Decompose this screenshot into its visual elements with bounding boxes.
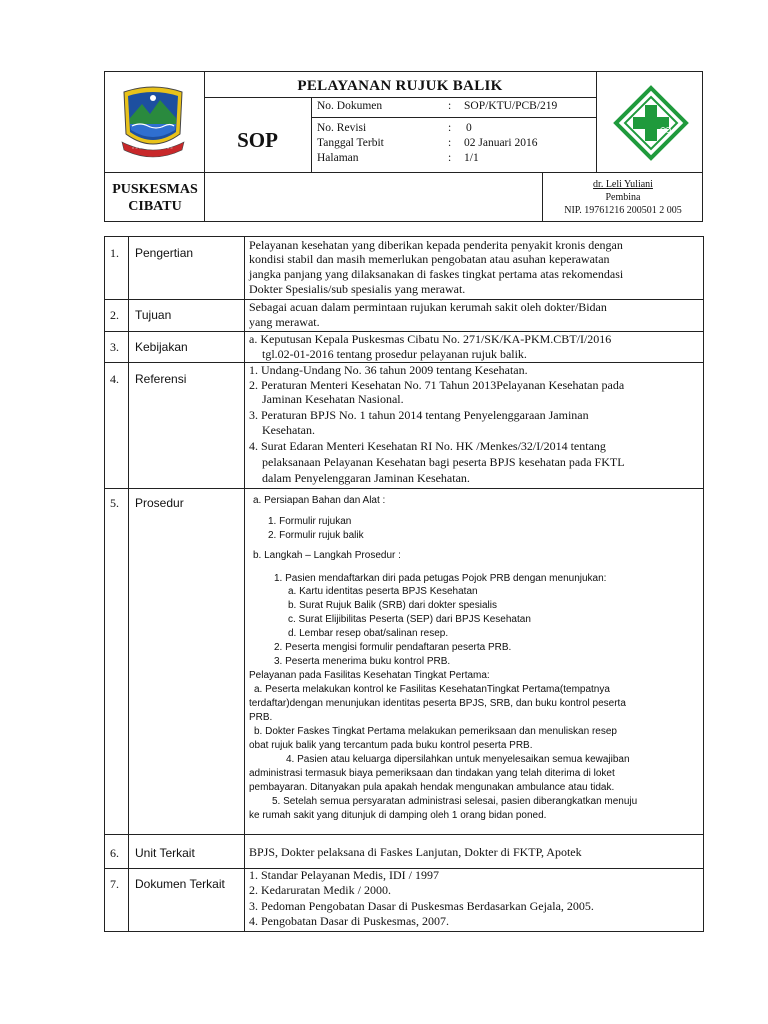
procedure-paragraph: ke rumah sakit yang ditunjuk di damping oleh 1 orang bidan poned. bbox=[249, 810, 547, 821]
policy-line: tgl.02-01-2016 tentang prosedur pelayanan rujuk balik. bbox=[262, 347, 527, 361]
org-name-line1: PUSKESMAS bbox=[112, 182, 198, 197]
related-document-item: 1. Standar Pelayanan Medis, IDI / 1997 bbox=[249, 868, 439, 882]
procedure-subheading: Pelayanan pada Fasilitas Kesehatan Tingkat Pertama: bbox=[249, 670, 490, 681]
related-unit-text: BPJS, Dokter pelaksana di Faskes Lanjutan, Dokter di FKTP, Apotek bbox=[249, 845, 582, 859]
meta-label-document-no: No. Dokumen bbox=[317, 100, 383, 112]
header-divider-sop bbox=[311, 97, 312, 173]
meta-sep: : bbox=[448, 137, 452, 149]
procedure-paragraph: PRB. bbox=[249, 712, 273, 723]
definition-line: jangka panjang yang dilaksanakan di faskes tingkat pertama atas rekomendasi bbox=[249, 267, 624, 281]
header-title-underline bbox=[204, 97, 596, 98]
row-label-related-documents: Dokumen Terkait bbox=[135, 877, 225, 891]
row-number: 6. bbox=[110, 846, 119, 860]
procedure-substep: a. Kartu identitas peserta BPJS Kesehatan bbox=[288, 586, 478, 597]
procedure-substep: d. Lembar resep obat/salinan resep. bbox=[288, 628, 449, 639]
reference-item-cont: Kesehatan. bbox=[262, 423, 315, 437]
table-row-divider bbox=[104, 488, 704, 489]
meta-sep: : bbox=[448, 152, 452, 164]
procedure-paragraph: obat rujuk balik yang tercantum pada buku kontrol peserta PRB. bbox=[249, 740, 533, 751]
reference-item: 1. Undang-Undang No. 36 tahun 2009 tentang Kesehatan. bbox=[249, 363, 528, 377]
row-number: 5. bbox=[110, 496, 119, 510]
procedure-paragraph: 5. Setelah semua persyaratan administrasi selesai, pasien diberangkatkan menuju bbox=[272, 796, 638, 807]
procedure-substep: b. Surat Rujuk Balik (SRB) dari dokter spesialis bbox=[288, 600, 497, 611]
reference-item: 2. Peraturan Menteri Kesehatan No. 71 Tahun 2013Pelayanan Kesehatan pada bbox=[249, 378, 625, 392]
reference-item: 3. Peraturan BPJS No. 1 tahun 2014 tentang Penyelenggaraan Jaminan bbox=[249, 408, 589, 422]
row-number: 4. bbox=[110, 372, 119, 386]
signer-nip: NIP. 19761216 200501 2 005 bbox=[564, 205, 682, 216]
procedure-step: 1. Formulir rujukan bbox=[268, 516, 352, 527]
table-row-divider bbox=[104, 834, 704, 835]
procedure-paragraph: terdaftar)dengan menunjukan identitas peserta BPJS, SRB, dan buku kontrol peserta bbox=[249, 698, 626, 709]
meta-value-document-no: SOP/KTU/PCB/219 bbox=[464, 100, 558, 112]
procedure-paragraph: pembayaran. Ditanyakan pula apakah hendak mengunakan ambulance atau tidak. bbox=[249, 782, 615, 793]
procedure-paragraph: b. Dokter Faskes Tingkat Pertama melakukan pemeriksaan dan menuliskan resep bbox=[254, 726, 617, 737]
procedure-step: 1. Pasien mendaftarkan diri pada petugas Pojok PRB dengan menunjukan: bbox=[274, 573, 607, 584]
org-name-line2: CIBATU bbox=[128, 199, 182, 214]
procedure-paragraph: 4. Pasien atau keluarga dipersilahkan untuk menyelesaikan semua kewajiban bbox=[286, 754, 630, 765]
purpose-line: yang merawat. bbox=[249, 315, 320, 329]
meta-sep: : bbox=[448, 100, 452, 112]
reference-item-cont: dalam Penyelenggaran Jaminan Kesehatan. bbox=[262, 471, 470, 485]
policy-line: a. Keputusan Kepala Puskesmas Cibatu No. 271/SK/KA-PKM.CBT/I/2016 bbox=[249, 332, 612, 346]
header-divider-horizontal bbox=[104, 172, 703, 173]
procedure-paragraph: a. Peserta melakukan kontrol ke Fasilitas KesehatanTingkat Pertama(tempatnya bbox=[254, 684, 610, 695]
procedure-substep: c. Surat Elijibilitas Peserta (SEP) dari BPJS Kesehatan bbox=[288, 614, 531, 625]
meta-sep: : bbox=[448, 122, 452, 134]
table-col-divider-label bbox=[244, 236, 245, 932]
reference-item-cont: Jaminan Kesehatan Nasional. bbox=[262, 392, 404, 406]
row-number: 7. bbox=[110, 877, 119, 891]
meta-label-page: Halaman bbox=[317, 152, 359, 164]
procedure-heading-b: b. Langkah – Langkah Prosedur : bbox=[253, 550, 401, 561]
definition-line: kondisi stabil dan masih memerlukan pengobatan atau asuhan keperawatan bbox=[249, 252, 610, 266]
document-title: PELAYANAN RUJUK BALIK bbox=[297, 78, 503, 94]
reference-item-cont: pelaksanaan Pelayanan Kesehatan bagi peserta BPJS kesehatan pada FKTL bbox=[262, 455, 625, 469]
meta-value-page: 1/1 bbox=[464, 152, 479, 164]
related-document-item: 4. Pengobatan Dasar di Puskesmas, 2007. bbox=[249, 914, 449, 928]
table-col-divider-num bbox=[128, 236, 129, 932]
meta-value-revision: 0 bbox=[466, 122, 472, 134]
procedure-step: 2. Peserta mengisi formulir pendaftaran peserta PRB. bbox=[274, 642, 512, 653]
row-number: 2. bbox=[110, 308, 119, 322]
row-label-procedure: Prosedur bbox=[135, 496, 184, 510]
procedure-step: 3. Peserta menerima buku kontrol PRB. bbox=[274, 656, 451, 667]
row-label-definition: Pengertian bbox=[135, 246, 194, 260]
definition-line: Dokter Spesialis/sub spesialis yang merawat. bbox=[249, 282, 466, 296]
row-number: 3. bbox=[110, 340, 119, 354]
row-label-related-unit: Unit Terkait bbox=[135, 846, 195, 860]
puskesmas-cross-icon bbox=[613, 85, 689, 161]
related-document-item: 3. Pedoman Pengobatan Dasar di Puskesmas Berdasarkan Gejala, 2005. bbox=[249, 899, 594, 913]
row-label-reference: Referensi bbox=[135, 372, 187, 386]
reference-item: 4. Surat Edaran Menteri Kesehatan RI No. HK /Menkes/32/I/2014 tentang bbox=[249, 439, 606, 453]
procedure-heading-a: a. Persiapan Bahan dan Alat : bbox=[253, 495, 386, 506]
procedure-paragraph: administrasi termasuk biaya pemeriksaan dan tindakan yang telah diterima di loket bbox=[249, 768, 615, 779]
procedure-step: 2. Formulir rujuk balik bbox=[268, 530, 364, 541]
meta-row-divider bbox=[311, 117, 596, 118]
sop-label: SOP bbox=[237, 128, 278, 152]
row-label-purpose: Tujuan bbox=[135, 308, 172, 322]
signature-box-left bbox=[542, 172, 543, 222]
meta-value-issue-date: 02 Januari 2016 bbox=[464, 137, 538, 149]
row-label-policy: Kebijakan bbox=[135, 340, 188, 354]
definition-line: Pelayanan kesehatan yang diberikan kepada penderita penyakit kronis dengan bbox=[249, 238, 623, 252]
purpose-line: Sebagai acuan dalam permintaan rujukan kerumah sakit oleh dokter/Bidan bbox=[249, 300, 607, 314]
related-document-item: 2. Kedaruratan Medik / 2000. bbox=[249, 883, 391, 897]
meta-label-revision: No. Revisi bbox=[317, 122, 367, 134]
header-divider-right bbox=[596, 71, 597, 173]
signer-role: Pembina bbox=[605, 192, 641, 203]
meta-label-issue-date: Tanggal Terbit bbox=[317, 137, 384, 149]
row-number: 1. bbox=[110, 246, 119, 260]
signer-name: dr. Leli Yuliani bbox=[593, 179, 653, 190]
regency-seal-icon bbox=[118, 84, 188, 162]
